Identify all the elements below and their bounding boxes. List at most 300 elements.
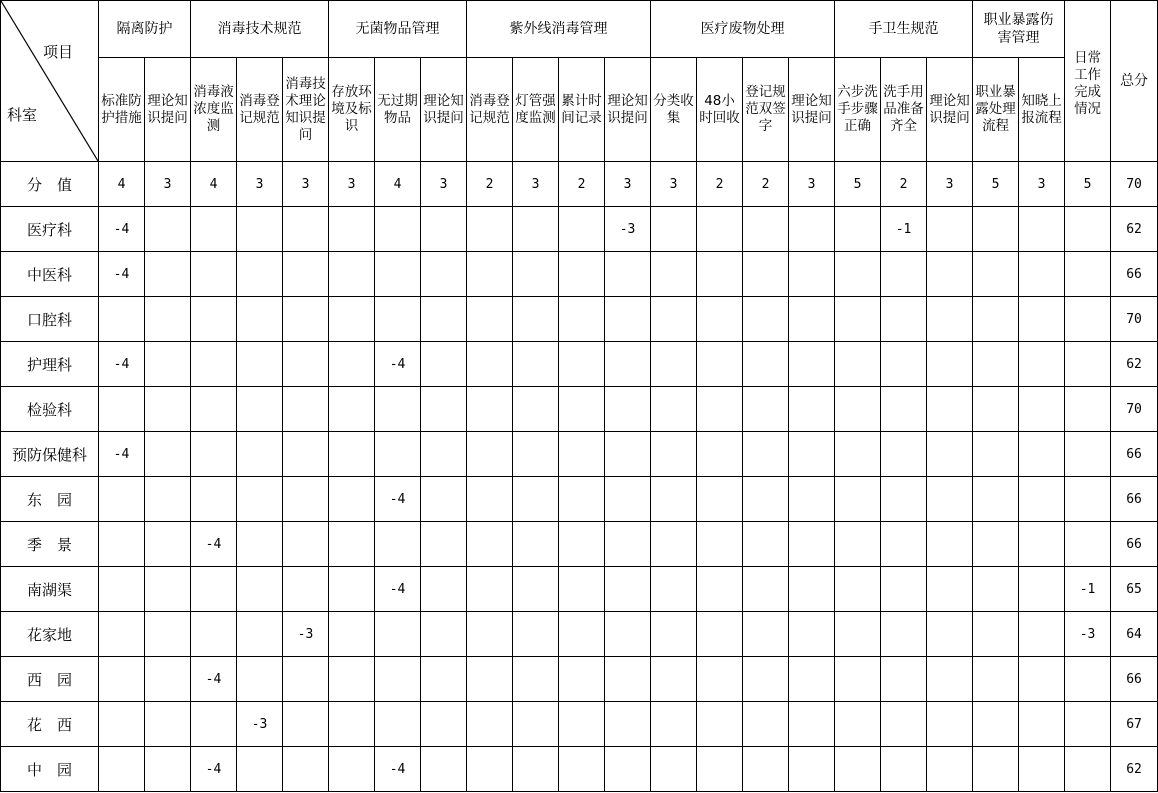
department-label: 护理科 [1,342,99,387]
score-cell: 2 [697,162,743,207]
score-cell [881,612,927,657]
score-cell [881,477,927,522]
score-cell [743,477,789,522]
score-cell [283,342,329,387]
score-cell [421,522,467,567]
category-header: 职业暴露伤害管理 [973,1,1065,58]
department-label: 预防保健科 [1,432,99,477]
subheader-cell: 六步洗手步骤正确 [835,58,881,162]
score-cell [789,252,835,297]
diagonal-divider [1,1,98,161]
score-cell [697,747,743,792]
score-cell [1019,612,1065,657]
score-cell: 3 [421,162,467,207]
score-cell [559,567,605,612]
score-cell [697,522,743,567]
score-cell [973,207,1019,252]
score-cell [559,387,605,432]
score-cell [881,432,927,477]
score-cell: -4 [375,342,421,387]
score-cell [927,342,973,387]
score-cell [605,477,651,522]
total-score-header: 总分 [1111,1,1158,162]
score-cell [329,567,375,612]
score-cell [651,702,697,747]
score-cell: -3 [283,612,329,657]
score-cell [559,702,605,747]
total-score-cell: 62 [1111,342,1158,387]
score-cell [697,567,743,612]
score-cell: -4 [375,567,421,612]
score-cell: -1 [1065,567,1111,612]
score-cell [605,657,651,702]
table-row [1,252,1158,297]
score-cell [927,252,973,297]
score-cell [145,612,191,657]
score-cell [881,297,927,342]
score-cell [421,702,467,747]
department-label: 中 园 [1,747,99,792]
subheader-cell: 登记规范双签字 [743,58,789,162]
score-cell [467,207,513,252]
category-header: 紫外线消毒管理 [467,1,651,58]
score-cell [651,252,697,297]
score-cell [881,387,927,432]
score-cell [191,297,237,342]
score-cell [697,387,743,432]
score-cell [743,612,789,657]
score-cell [513,432,559,477]
score-cell [559,207,605,252]
subheader-cell: 理论知识提问 [605,58,651,162]
department-label: 口腔科 [1,297,99,342]
score-cell [605,612,651,657]
total-score-cell: 66 [1111,522,1158,567]
score-cell [743,522,789,567]
score-cell [1065,747,1111,792]
score-cell [743,342,789,387]
score-cell [1019,207,1065,252]
score-cell [513,702,559,747]
score-cell [789,747,835,792]
subheader-cell: 48小时回收 [697,58,743,162]
score-cell [651,387,697,432]
score-cell: -4 [99,207,145,252]
score-cell [1065,477,1111,522]
score-cell: 3 [1019,162,1065,207]
score-cell [1019,252,1065,297]
score-cell [191,567,237,612]
score-cell [697,207,743,252]
score-cell [927,432,973,477]
score-cell [467,567,513,612]
score-cell [835,522,881,567]
score-cell [467,297,513,342]
score-cell: -4 [99,252,145,297]
category-header: 消毒技术规范 [191,1,329,58]
score-cell [375,702,421,747]
score-cell [283,747,329,792]
subheader-cell: 标准防护措施 [99,58,145,162]
score-cell [145,207,191,252]
subheader-cell: 存放环境及标识 [329,58,375,162]
score-cell [329,477,375,522]
score-cell [191,432,237,477]
score-cell [835,747,881,792]
category-header: 隔离防护 [99,1,191,58]
score-cell [513,522,559,567]
score-cell [789,522,835,567]
score-cell: 3 [605,162,651,207]
score-cell [283,387,329,432]
score-cell [329,297,375,342]
score-cell [421,207,467,252]
score-cell [467,387,513,432]
score-cell [927,387,973,432]
score-cell [605,252,651,297]
score-cell [145,702,191,747]
score-cell [513,657,559,702]
score-cell: 3 [789,162,835,207]
score-cell [513,612,559,657]
subheader-cell: 洗手用品准备齐全 [881,58,927,162]
score-cell [1065,522,1111,567]
score-cell [651,432,697,477]
score-cell: 3 [237,162,283,207]
score-cell [145,432,191,477]
score-cell [375,657,421,702]
total-score-cell: 70 [1111,387,1158,432]
corner-item-label: 项目 [43,43,74,61]
score-cell [145,297,191,342]
score-cell [697,477,743,522]
total-score-cell: 65 [1111,567,1158,612]
score-cell [283,567,329,612]
score-cell [145,342,191,387]
score-cell [329,207,375,252]
score-cell [973,252,1019,297]
score-cell [283,477,329,522]
score-cell [1019,567,1065,612]
score-cell [973,432,1019,477]
score-cell [99,387,145,432]
department-label: 分 值 [1,162,99,207]
score-cell [329,612,375,657]
table-row [1,297,1158,342]
subheader-cell: 理论知识提问 [145,58,191,162]
score-cell [973,387,1019,432]
score-cell: 3 [283,162,329,207]
table-row [1,477,1158,522]
score-cell [697,342,743,387]
score-cell [329,342,375,387]
score-cell [743,252,789,297]
score-cell: 2 [559,162,605,207]
score-cell [927,612,973,657]
subheader-row [1,58,1158,162]
score-cell [973,702,1019,747]
score-cell [421,747,467,792]
score-cell [191,207,237,252]
score-cell [467,702,513,747]
score-cell [237,432,283,477]
table-row [1,612,1158,657]
score-cell [697,612,743,657]
score-cell [927,702,973,747]
score-cell [697,432,743,477]
score-cell [237,297,283,342]
score-cell [1065,702,1111,747]
score-cell [145,477,191,522]
subheader-cell: 累计时间记录 [559,58,605,162]
score-cell [421,612,467,657]
score-cell [513,747,559,792]
score-cell [789,432,835,477]
score-cell [191,702,237,747]
total-score-cell: 67 [1111,702,1158,747]
score-cell [329,657,375,702]
score-cell: -3 [237,702,283,747]
total-score-cell: 70 [1111,162,1158,207]
score-cell [927,747,973,792]
department-label: 东 园 [1,477,99,522]
score-cell [513,567,559,612]
score-cell [605,387,651,432]
score-cell [283,297,329,342]
score-cell [881,342,927,387]
score-cell [467,657,513,702]
department-label: 西 园 [1,657,99,702]
table-row [1,387,1158,432]
score-cell [1019,387,1065,432]
score-cell [559,342,605,387]
score-cell [559,252,605,297]
score-cell [789,702,835,747]
score-cell [973,567,1019,612]
score-cell [329,747,375,792]
score-cell [881,747,927,792]
subheader-cell: 理论知识提问 [421,58,467,162]
score-cell [145,747,191,792]
score-cell [559,747,605,792]
score-cell [789,477,835,522]
score-cell [467,342,513,387]
score-cell: -4 [375,747,421,792]
score-cell: 5 [835,162,881,207]
score-cell [881,657,927,702]
score-cell [1019,432,1065,477]
score-cell [973,477,1019,522]
total-score-cell: 64 [1111,612,1158,657]
daily-work-header: 日常工作完成情况 [1065,1,1111,162]
score-cell [283,522,329,567]
corner-dept-label: 科室 [7,106,38,124]
department-label: 南湖渠 [1,567,99,612]
score-cell [237,522,283,567]
score-cell [145,522,191,567]
table-row [1,522,1158,567]
score-cell [835,567,881,612]
score-cell [789,342,835,387]
department-label: 中医科 [1,252,99,297]
score-cell [513,207,559,252]
score-cell [375,612,421,657]
score-cell [789,567,835,612]
score-cell [1065,657,1111,702]
score-cell [1019,657,1065,702]
score-cell [237,747,283,792]
score-cell [835,432,881,477]
score-cell: 2 [467,162,513,207]
score-cell [697,252,743,297]
score-value-row [1,162,1158,207]
total-score-cell: 66 [1111,657,1158,702]
subheader-cell: 理论知识提问 [927,58,973,162]
score-cell [1019,747,1065,792]
score-cell [743,207,789,252]
score-cell [1065,297,1111,342]
score-cell [513,387,559,432]
score-cell [743,567,789,612]
score-cell [559,612,605,657]
score-cell: -3 [1065,612,1111,657]
score-cell [559,477,605,522]
score-cell [743,747,789,792]
score-cell [191,387,237,432]
score-cell [145,567,191,612]
score-cell [1065,252,1111,297]
score-cell [375,252,421,297]
table-row [1,342,1158,387]
score-cell [835,342,881,387]
score-cell: 4 [375,162,421,207]
score-cell [467,252,513,297]
score-cell: 3 [651,162,697,207]
score-cell [421,657,467,702]
score-cell [99,702,145,747]
score-cell: 3 [513,162,559,207]
score-cell [835,207,881,252]
total-score-cell: 66 [1111,252,1158,297]
table-row [1,657,1158,702]
score-cell: -4 [99,432,145,477]
department-label: 季 景 [1,522,99,567]
score-cell [789,387,835,432]
score-cell [421,432,467,477]
score-cell [927,207,973,252]
score-cell [651,747,697,792]
score-cell [881,567,927,612]
total-score-cell: 62 [1111,747,1158,792]
score-cell [421,342,467,387]
score-cell [743,297,789,342]
subheader-cell: 灯管强度监测 [513,58,559,162]
score-cell [1065,207,1111,252]
score-cell [835,387,881,432]
department-label: 检验科 [1,387,99,432]
score-cell [835,252,881,297]
table-row [1,702,1158,747]
subheader-cell: 理论知识提问 [789,58,835,162]
score-cell: -4 [99,342,145,387]
score-cell [697,702,743,747]
score-cell [605,432,651,477]
score-cell [605,297,651,342]
score-cell [145,657,191,702]
score-cell [467,477,513,522]
score-cell [651,342,697,387]
score-cell [513,297,559,342]
score-cell [651,522,697,567]
score-cell [375,432,421,477]
score-cell [559,522,605,567]
table-row [1,207,1158,252]
score-cell [329,702,375,747]
subheader-cell: 消毒技术理论知识提问 [283,58,329,162]
score-cell [329,522,375,567]
score-cell [237,387,283,432]
score-cell [605,522,651,567]
score-cell [881,702,927,747]
score-cell [1019,297,1065,342]
score-cell [145,387,191,432]
score-cell [467,612,513,657]
subheader-cell: 无过期物品 [375,58,421,162]
score-cell [283,207,329,252]
score-cell [513,477,559,522]
score-cell [513,342,559,387]
score-cell [421,567,467,612]
score-cell [1065,432,1111,477]
subheader-cell: 消毒登记规范 [467,58,513,162]
score-cell [651,612,697,657]
score-cell [375,207,421,252]
score-cell [789,612,835,657]
score-cell [789,657,835,702]
score-cell [237,612,283,657]
score-cell [927,567,973,612]
score-cell: 3 [145,162,191,207]
score-cell [697,297,743,342]
score-cell [973,747,1019,792]
score-cell [237,207,283,252]
score-cell [99,657,145,702]
subheader-cell: 消毒登记规范 [237,58,283,162]
subheader-cell: 职业暴露处理流程 [973,58,1019,162]
score-cell [835,657,881,702]
score-cell: -4 [191,747,237,792]
score-cell [789,297,835,342]
score-cell: 2 [743,162,789,207]
category-header-row [1,1,1158,58]
score-cell [743,657,789,702]
score-cell [1019,477,1065,522]
score-cell [237,477,283,522]
score-cell [421,477,467,522]
score-cell [237,657,283,702]
score-cell [191,342,237,387]
table-row [1,567,1158,612]
score-cell [145,252,191,297]
score-cell: 3 [927,162,973,207]
score-cell: 4 [99,162,145,207]
score-cell [375,387,421,432]
score-cell [283,702,329,747]
score-cell [973,612,1019,657]
score-cell [927,297,973,342]
score-cell [237,342,283,387]
department-label: 花家地 [1,612,99,657]
